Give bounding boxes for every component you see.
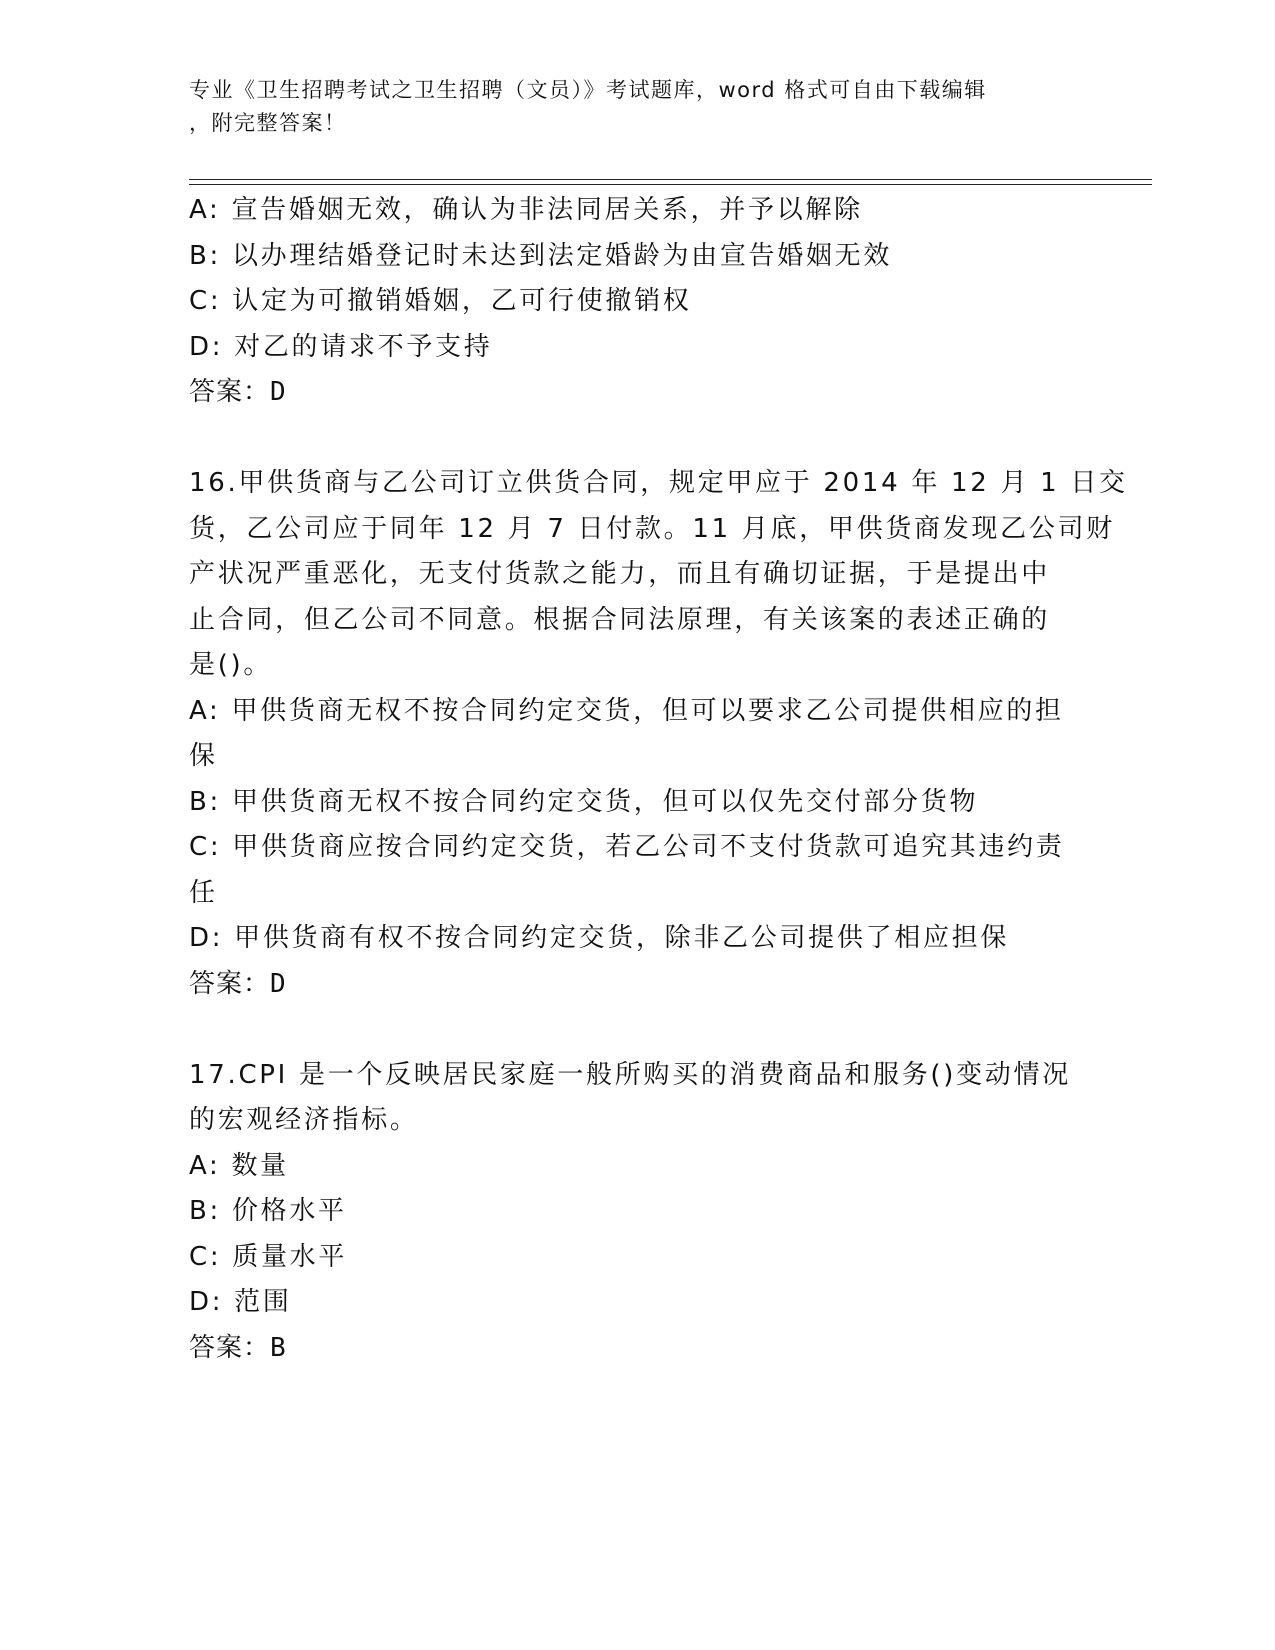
question-16-options — [189, 689, 1094, 962]
option-a: A: 数量 — [189, 1150, 289, 1181]
question-17-answer — [189, 1326, 1094, 1372]
spacer — [189, 416, 1094, 462]
header-line-1: 专业《卫生招聘考试之卫生招聘（文员）》考试题库，word 格式可自由下载编辑 — [189, 78, 987, 102]
question-16-answer — [189, 962, 1094, 1008]
option-b: B: 价格水平 — [189, 1196, 347, 1226]
header-line-2: ，附完整答案！ — [189, 111, 347, 135]
option-c: C: 甲供货商应按合同约定交货，若乙公司不支付货款可追究其违约责 — [189, 832, 1065, 862]
option-b: B: 甲供货商无权不按合同约定交货，但可以仅先交付部分货物 — [189, 786, 979, 817]
answer-label: 答案： — [189, 968, 271, 999]
question-17-options — [189, 1144, 1094, 1326]
stem-line: 16.甲供货商与乙公司订立供货合同，规定甲应于 2014 年 12 月 1 日交 — [189, 468, 1128, 498]
question-15-answer — [189, 370, 1094, 416]
option-b: B: 以办理结婚登记时未达到法定婚龄为由宣告婚姻无效 — [189, 240, 893, 271]
answer-value: D — [270, 377, 287, 407]
option-a: A: 甲供货商无权不按合同约定交货，但可以要求乙公司提供相应的担 — [189, 695, 1064, 726]
question-15-options — [189, 188, 1094, 370]
stem-line: 是()。 — [189, 650, 273, 680]
answer-value: D — [270, 968, 287, 999]
header-divider-top — [189, 179, 1152, 180]
spacer — [189, 1007, 1094, 1053]
stem-line: 产状况严重恶化，无支付货款之能力，而且有确切证据，于是提出中 — [189, 559, 1051, 589]
option-d: D: 范围 — [189, 1287, 292, 1317]
option-d: D: 对乙的请求不予支持 — [189, 331, 493, 362]
option-c-continued: 任 — [189, 877, 218, 908]
option-d: D: 甲供货商有权不按合同约定交货，除非乙公司提供了相应担保 — [189, 923, 1010, 953]
option-c: C: 质量水平 — [189, 1241, 348, 1272]
answer-label: 答案： — [189, 377, 271, 407]
question-16-stem — [189, 461, 1128, 689]
stem-line: 货，乙公司应于同年 12 月 7 日付款。11 月底，甲供货商发现乙公司财 — [189, 513, 1115, 544]
stem-line: 17.CPI 是一个反映居民家庭一般所购买的消费商品和服务()变动情况 — [189, 1059, 1071, 1090]
option-a-continued: 保 — [189, 741, 218, 771]
header-divider-bottom — [189, 184, 1152, 185]
question-17-stem — [189, 1053, 1094, 1144]
answer-label: 答案： — [189, 1332, 271, 1363]
option-c: C: 认定为可撤销婚姻，乙可行使撤销权 — [189, 286, 692, 316]
question-content — [189, 188, 1128, 1371]
stem-line: 的宏观经济指标。 — [189, 1105, 419, 1135]
stem-line: 止合同，但乙公司不同意。根据合同法原理，有关该案的表述正确的 — [189, 604, 1051, 635]
document-header — [189, 74, 1069, 140]
answer-value: B — [270, 1332, 287, 1363]
option-a: A: 宣告婚姻无效，确认为非法同居关系，并予以解除 — [189, 195, 863, 225]
